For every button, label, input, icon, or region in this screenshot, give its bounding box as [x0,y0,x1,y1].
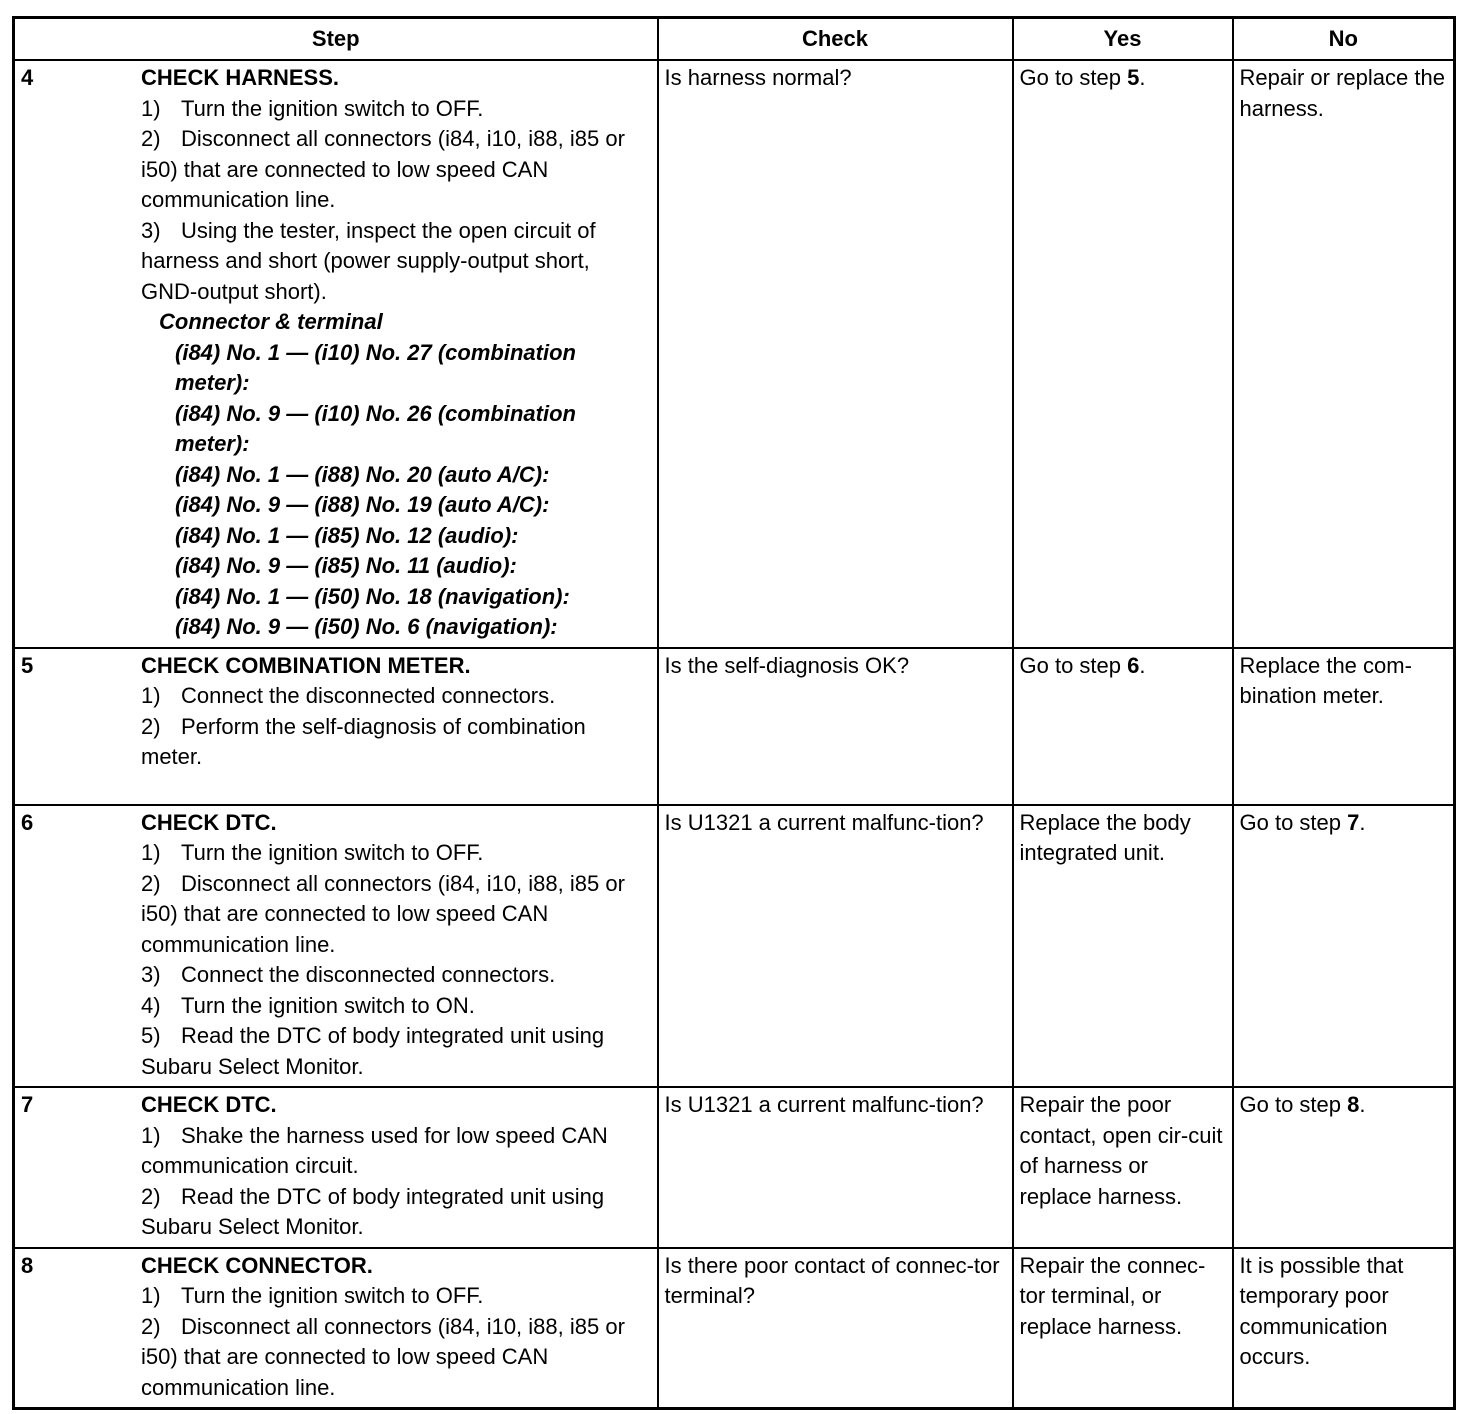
instruction-text: Disconnect all connectors (i84, i10, i88, i85 or i50) that are connected to low speed CAN communication line. [141,870,625,957]
step-cell [14,60,658,648]
instruction-number: 3) [141,217,161,243]
yes-end: . [1139,65,1146,90]
no-text: Go to step [1239,809,1348,835]
instruction-number: 1) [141,840,161,865]
connector-item: (i84) No. 9 — (i10) No. 26 (combination meter): [175,400,576,456]
yes-cell: Repair the connec-tor terminal, or replace harness. [1013,1248,1233,1409]
connector-item: (i84) No. 9 — (i85) No. 11 (audio): [175,553,517,578]
yes-step-number: 6 [1127,652,1140,678]
yes-cell: Repair the poor contact, open cir-cuit of harness or replace harness. [1013,1087,1233,1248]
step-number: 4 [21,65,34,90]
instruction-number: 1) [141,1283,161,1308]
instruction [141,960,649,991]
no-text: Go to step [1239,1092,1348,1117]
yes-cell: Replace the body integrated unit. [1013,805,1233,1088]
instruction-number: 2) [141,713,161,739]
step-number: 7 [21,1092,34,1117]
instruction [141,869,649,961]
check-cell: Is U1321 a current malfunc-tion? [658,805,1013,1088]
no-cell [1233,1087,1455,1248]
header-yes: Yes [1013,18,1233,61]
header-step: Step [14,18,658,61]
diagnostic-table [12,16,1456,1410]
instruction-text: Perform the self-diagnosis of combination meter. [141,713,586,769]
instruction-number: 3) [141,962,161,987]
check-cell: Is harness normal? [658,60,1013,648]
instruction [141,1121,649,1182]
no-step-number: 8 [1347,1092,1360,1117]
instruction-number: 1) [141,683,161,708]
instruction [141,681,649,712]
instruction-number: 2) [141,870,161,896]
connector-item: (i84) No. 1 — (i50) No. 18 (navigation): [175,583,570,609]
instruction-text: Connect the disconnected connectors. [181,683,556,708]
connector-item: (i84) No. 9 — (i88) No. 19 (auto A/C): [175,492,550,517]
instruction [141,1182,649,1243]
step-title: CHECK DTC. [141,1092,277,1117]
instruction [141,1021,649,1082]
instruction-text: Disconnect all connectors (i84, i10, i88, i85 or i50) that are connected to low speed CAN communication line. [141,126,625,212]
check-cell: Is U1321 a current malfunc-tion? [658,1087,1013,1248]
connector-item: (i84) No. 1 — (i88) No. 20 (auto A/C): [175,461,550,487]
yes-step-number: 5 [1127,65,1140,90]
no-end: . [1359,1092,1366,1117]
instruction-text: Disconnect all connectors (i84, i10, i88, i85 or i50) that are connected to low speed CAN communication line. [141,1313,625,1400]
no-step-number: 7 [1347,809,1360,835]
instruction-number: 1) [141,95,161,121]
no-cell: Repair or replace the harness. [1233,60,1455,648]
table-row [14,1087,1455,1248]
instruction-number: 2) [141,126,161,151]
instruction-text: Read the DTC of body integrated unit using Subaru Select Monitor. [141,1183,605,1239]
yes-text: Go to step [1019,652,1128,678]
yes-cell [1013,60,1233,648]
table-row [14,805,1455,1088]
step-cell [14,1248,658,1409]
header-row [14,18,1455,61]
table-row [14,648,1455,805]
instruction-text: Shake the harness used for low speed CAN communication circuit. [141,1122,608,1178]
check-cell: Is the self-diagnosis OK? [658,648,1013,805]
connector-item: (i84) No. 1 — (i10) No. 27 (combination meter): [175,339,576,395]
step-number: 6 [21,809,34,835]
instruction-text: Turn the ignition switch to OFF. [181,840,484,865]
step-cell [14,648,658,805]
instruction-text: Turn the ignition switch to ON. [181,992,475,1018]
no-cell [1233,805,1455,1088]
instruction-text: Using the tester, inspect the open circuit of harness and short (power supply-output short, GND-output short). [141,217,596,304]
yes-cell [1013,648,1233,805]
instruction [141,216,649,308]
instruction-text: Read the DTC of body integrated unit using Subaru Select Monitor. [141,1023,605,1079]
instruction-number: 4) [141,992,161,1018]
instruction [141,838,649,869]
instruction [141,1312,649,1404]
instruction-number: 5) [141,1023,161,1048]
yes-text: Go to step [1019,65,1128,90]
instruction-text: Connect the disconnected connectors. [181,962,556,987]
step-cell [14,805,658,1088]
connector-title: Connector & terminal [159,309,383,334]
step-number: 8 [21,1252,34,1278]
connector-item: (i84) No. 9 — (i50) No. 6 (navigation): [175,614,558,639]
table-row [14,1248,1455,1409]
step-title: CHECK COMBINATION METER. [141,652,471,678]
instruction [141,712,649,773]
instruction-number: 1) [141,1122,161,1148]
connector-item: (i84) No. 1 — (i85) No. 12 (audio): [175,522,519,548]
step-title: CHECK CONNECTOR. [141,1252,373,1278]
instruction [141,94,649,125]
table-row [14,60,1455,648]
check-cell: Is there poor contact of connec-tor terminal? [658,1248,1013,1409]
header-check: Check [658,18,1013,61]
instruction-number: 2) [141,1183,161,1209]
no-end: . [1359,809,1366,835]
instruction [141,124,649,216]
header-no: No [1233,18,1455,61]
instruction [141,1281,649,1312]
no-cell: Replace the com-bination meter. [1233,648,1455,805]
no-cell: It is possible that temporary poor communication occurs. [1233,1248,1455,1409]
step-title: CHECK DTC. [141,809,277,835]
step-number: 5 [21,652,34,678]
instruction-number: 2) [141,1313,161,1339]
instruction-text: Turn the ignition switch to OFF. [181,1283,484,1308]
yes-end: . [1139,652,1146,678]
instruction-text: Turn the ignition switch to OFF. [181,95,484,121]
step-title: CHECK HARNESS. [141,65,340,90]
instruction [141,991,649,1022]
step-cell [14,1087,658,1248]
